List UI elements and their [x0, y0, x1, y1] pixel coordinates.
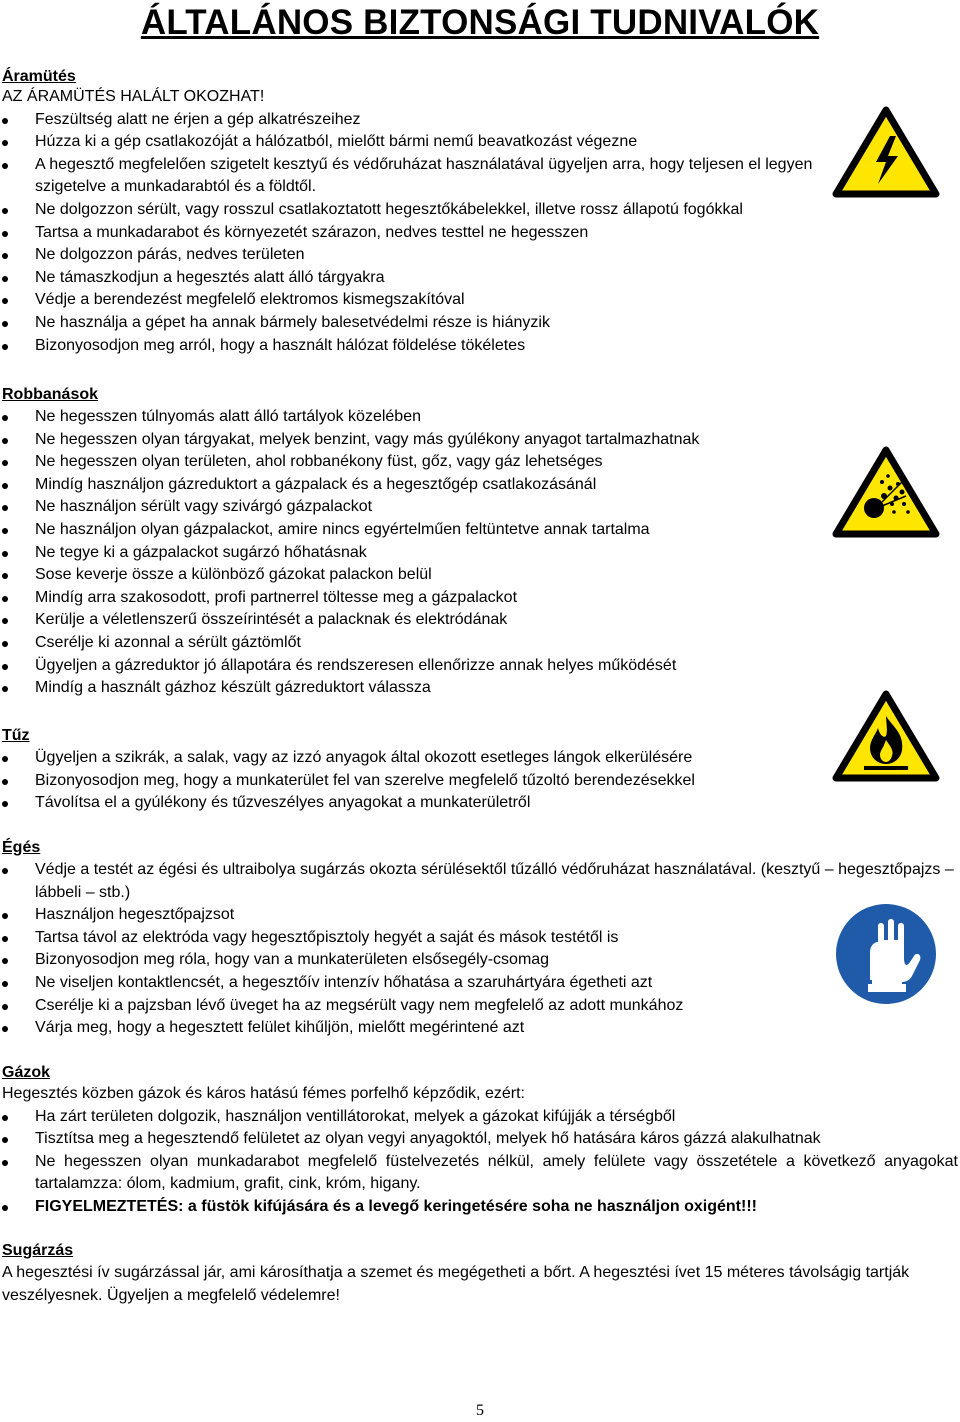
list-item: Bizonyosodjon meg róla, hogy van a munkaterületen elsősegély-csomag — [0, 949, 960, 972]
bullet-icon — [2, 1115, 8, 1121]
list-item: Bizonyosodjon meg, hogy a munkaterület fel van szerelve megfelelő tűzoltó berendezésekkel — [0, 770, 960, 793]
section-heading-tuz: Tűz — [2, 727, 30, 744]
bullet-icon — [2, 528, 8, 534]
list-item: Tisztítsa meg a hegesztendő felületet az olyan vegyi anyagoktól, melyek hő hatására káros gázzá alakulhatnak — [0, 1128, 960, 1151]
electric-shock-warning-icon — [832, 106, 940, 198]
page-number: 5 — [476, 1402, 484, 1419]
bullet-icon — [2, 936, 8, 942]
list-item: Védje a berendezést megfelelő elektromos kismegszakítóval — [0, 289, 960, 312]
list-item: Bizonyosodjon meg arról, hogy a használt hálózat földelése tökéletes — [0, 335, 960, 358]
bullet-icon — [2, 801, 8, 807]
robbanasok-list — [0, 406, 960, 700]
explosion-warning-icon — [832, 446, 940, 538]
aramutes-list — [0, 109, 960, 358]
bullet-icon — [2, 415, 8, 421]
sugarzas-text: A hegesztési ív sugárzással jár, ami károsíthatja a szemet és megégetheti a bőrt. A hegesztési ívet 15 méteres távolságig tartják veszélyesnek. Ügyeljen a megfelelő védelemre! — [2, 1264, 910, 1304]
list-item: Feszültség alatt ne érjen a gép alkatrészeihez — [0, 109, 960, 132]
list-item: Ügyeljen a szikrák, a salak, vagy az izzó anyagok által okozott esetleges lángok elkerülésére — [0, 747, 960, 770]
bullet-icon — [2, 664, 8, 670]
eges-list — [0, 859, 960, 1040]
bullet-icon — [2, 276, 8, 282]
section-heading-robbanasok: Robbanások — [2, 386, 99, 403]
bullet-icon — [2, 483, 8, 489]
list-item: Ne hegesszen olyan területen, ahol robbanékony füst, gőz, vagy gáz lehetséges — [0, 451, 960, 474]
list-item: Ne hegesszen túlnyomás alatt álló tartályok közelében — [0, 406, 960, 429]
bullet-icon — [2, 140, 8, 146]
bullet-icon — [2, 1137, 8, 1143]
bullet-icon — [2, 231, 8, 237]
bullet-icon — [2, 756, 8, 762]
list-item: Ne használja a gépet ha annak bármely balesetvédelmi része is hiányzik — [0, 312, 960, 335]
list-item: Tartsa a munkadarabot és környezetét szárazon, nedves testtel ne hegesszen — [0, 222, 960, 245]
list-item-warning: FIGYELMEZTETÉS: a füstök kifújására és a levegő keringetésére soha ne használjon oxigént!!! — [0, 1196, 960, 1219]
section-heading-sugarzas: Sugárzás — [2, 1242, 74, 1259]
bullet-icon — [2, 1026, 8, 1032]
bullet-icon — [2, 868, 8, 874]
section-heading-aramutes: Áramütés — [2, 68, 76, 85]
list-item: Mindíg a használt gázhoz készült gázreduktort válassza — [0, 677, 960, 700]
list-item: Használjon hegesztőpajzsot — [0, 904, 960, 927]
list-item: Ne hegesszen olyan tárgyakat, melyek benzint, vagy más gyúlékony anyagot tartalmazhatnak — [0, 429, 960, 452]
bullet-icon — [2, 981, 8, 987]
tuz-list — [0, 747, 960, 815]
bullet-icon — [2, 958, 8, 964]
bullet-icon — [2, 1004, 8, 1010]
bullet-icon — [2, 573, 8, 579]
section-tuz — [0, 725, 960, 815]
bullet-icon — [2, 118, 8, 124]
list-item: A hegesztő megfelelően szigetelt kesztyű és védőruházat használatával ügyeljen arra, hogy teljesen el legyen szigetelve a munkadarabtól és a földtől. — [0, 154, 960, 199]
bullet-icon — [2, 460, 8, 466]
section-robbanasok — [0, 384, 960, 700]
aramutes-lead: AZ ÁRAMÜTÉS HALÁLT OKOZHAT! — [2, 88, 265, 105]
section-gazok — [0, 1062, 960, 1219]
bullet-icon — [2, 321, 8, 327]
page-title: ÁLTALÁNOS BIZTONSÁGI TUDNIVALÓK — [140, 3, 820, 42]
list-item: Húzza ki a gép csatlakozóját a hálózatból, mielőtt bármi nemű beavatkozást végezne — [0, 131, 960, 154]
section-eges — [0, 837, 960, 1040]
bullet-icon — [2, 253, 8, 259]
list-item: Távolítsa el a gyúlékony és tűzveszélyes anyagokat a munkaterületről — [0, 792, 960, 815]
bullet-icon — [2, 551, 8, 557]
list-item: Tartsa távol az elektróda vagy hegesztőpisztoly hegyét a saját és mások testétől is — [0, 927, 960, 950]
bullet-icon — [2, 1205, 8, 1211]
list-item: Cserélje ki azonnal a sérült gáztömlőt — [0, 632, 960, 655]
list-item: Ne hegesszen olyan munkadarabot megfelelő füstelvezetés nélkül, amely felülete vagy összetétele a következő anyagokat tartalamzza: ólom, kadmium, grafit, cink, króm, higany. — [0, 1151, 960, 1196]
list-item: Ha zárt területen dolgozik, használjon ventillátorokat, melyek a gázokat kifújják a térségből — [0, 1106, 960, 1129]
bullet-icon — [2, 779, 8, 785]
bullet-icon — [2, 618, 8, 624]
bullet-icon — [2, 1160, 8, 1166]
list-item: Mindíg használjon gázreduktort a gázpalack és a hegesztőgép csatlakozásánál — [0, 474, 960, 497]
list-item: Ne használjon olyan gázpalackot, amire nincs egyértelműen feltüntetve annak tartalma — [0, 519, 960, 542]
section-sugarzas — [0, 1240, 960, 1307]
bullet-icon — [2, 298, 8, 304]
list-item: Sose keverje össze a különböző gázokat palackon belül — [0, 564, 960, 587]
bullet-icon — [2, 208, 8, 214]
bullet-icon — [2, 344, 8, 350]
list-item: Védje a testét az égési és ultraibolya sugárzás okozta sérülésektől tűzálló védőruházat használatával. (kesztyű – hegesztőpajzs – lábbeli – stb.) — [0, 859, 960, 904]
list-item: Ne dolgozzon sérült, vagy rosszul csatlakoztatott hegesztőkábelekkel, illetve rossz állapotú fogókkal — [0, 199, 960, 222]
bullet-icon — [2, 438, 8, 444]
bullet-icon — [2, 686, 8, 692]
list-item: Cserélje ki a pajzsban lévő üveget ha az megsérült vagy nem megfelelő az adott munkához — [0, 995, 960, 1018]
list-item: Ügyeljen a gázreduktor jó állapotára és rendszeresen ellenőrizze annak helyes működését — [0, 655, 960, 678]
bullet-icon — [2, 596, 8, 602]
list-item: Ne viseljen kontaktlencsét, a hegesztőív intenzív hőhatása a szaruhártyára égetheti azt — [0, 972, 960, 995]
bullet-icon — [2, 641, 8, 647]
bullet-icon — [2, 913, 8, 919]
list-item: Ne használjon sérült vagy szivárgó gázpalackot — [0, 496, 960, 519]
list-item: Ne támaszkodjun a hegesztés alatt álló tárgyakra — [0, 267, 960, 290]
list-item: Ne tegye ki a gázpalackot sugárzó hőhatásnak — [0, 542, 960, 565]
bullet-icon — [2, 163, 8, 169]
section-heading-eges: Égés — [2, 839, 41, 856]
protective-gloves-icon — [834, 902, 938, 1006]
section-heading-gazok: Gázok — [2, 1064, 51, 1081]
list-item: Várja meg, hogy a hegesztett felület kihűljön, mielőtt megérintené azt — [0, 1017, 960, 1040]
list-item: Mindíg arra szakosodott, profi partnerrel töltesse meg a gázpalackot — [0, 587, 960, 610]
list-item: Kerülje a véletlenszerű összeírintését a palacknak és elektródának — [0, 609, 960, 632]
fire-warning-icon — [832, 690, 940, 782]
bullet-icon — [2, 505, 8, 511]
gazok-list — [0, 1106, 960, 1219]
gazok-lead: Hegesztés közben gázok és káros hatású fémes porfelhő képződik, ezért: — [2, 1085, 525, 1102]
list-item: Ne dolgozzon párás, nedves területen — [0, 244, 960, 267]
section-aramutes — [0, 66, 960, 357]
